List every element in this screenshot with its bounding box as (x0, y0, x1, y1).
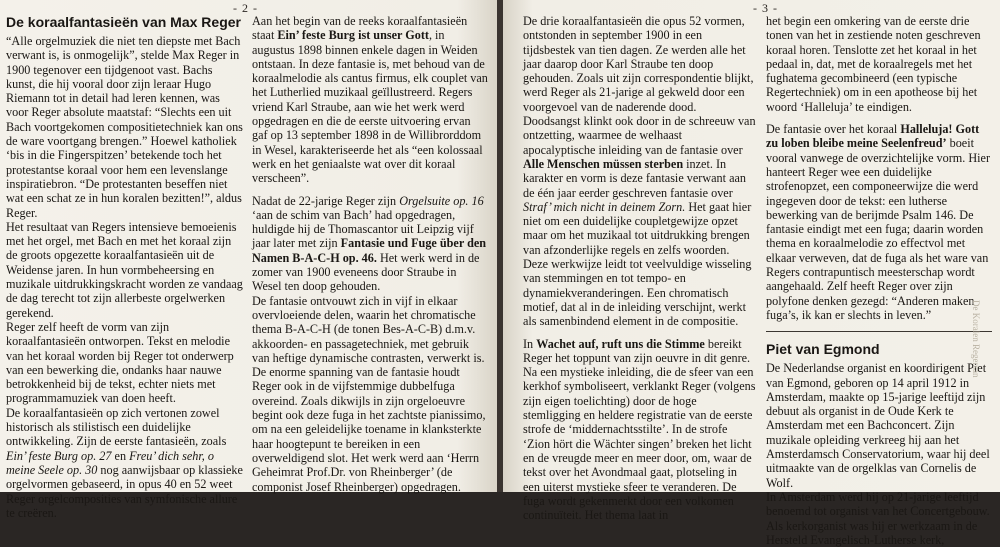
page-number-left: - 2 - (233, 1, 258, 15)
paragraph: De fantasie ontvouwt zich in vijf in elkaar overvloeiende delen, waarin het chromatische thema B-A-C-H (de tonen Bes-A-C-B) d.m.v. akkoorden- en passagetechniek, met gebruik van heftige dynamische contrasten, verwerkt is. (252, 293, 485, 365)
paragraph: In Amsterdam werd hij op 21-jarige leeftijd benoemd tot organist van het Concertgebouw. Als kerkorganist was hij er werkzaam in de Hersteld Evangelisch-Lutherse kerk, (766, 489, 990, 547)
paragraph: Reger zelf heeft de vorm van zijn koraalfantasieën ontworpen. Tekst en melodie van het koraal worden bij Reger tot onderwerp van een bewerking die, ondanks haar nauwe betrokkenheid bij de tekst, echter niets met programmamuziek van doen heeft. (6, 319, 234, 406)
paragraph: De fantasie over het koraal Halleluja! Gott zu loben bleibe meine Seelenfreud’ boeit vooral vanwege de overzichtelijke vorm. Hier hanteert Reger wee een duidelijke strofenopzet, een componeerwijze die werd ingegeven door de tekst: een lutherse bewerking van de berijmde Psalm 146. De fantasie eindigt met een fuga; daarin worden thema en koraalmelodie zo effectvol met elkaar verweven, dat de fuga als het ware van Regers contrapuntisch meesterschap wordt aangehaald. Zelf heeft Reger over zijn polyfone denken gezegd: “Anderen maken fuga’s, ik kan er slechts in leven.” (766, 122, 991, 322)
section-divider (766, 331, 992, 332)
paragraph: De koraalfantasieën op zich vertonen zowel historisch als stilistisch een duidelijke ontwikkeling. Zijn de eerste fantasieën, zoals Ein’ feste Burg op. 27 en Freu’ dich sehr, o meine Seele op. 30 nog aanwijsbaar op klassieke orgelvormen gebaseerd, in opus 40 en 52 weet Reger orgelcomposities van symfonische allure te creëren. (6, 405, 243, 520)
paragraph: In Wachet auf, ruft uns die Stimme bereikt Reger het toppunt van zijn oeuvre in dit genre. Na een mystieke inleiding, die de sfeer van een kerkhof symboliseert, verklankt Reger (volgens zijn eigen toelichting) door de hoge stemligging en heldere registratie van de eerste strofe de ‘middernachtsstilte’. In de strofe ‘Zion hört die Wächter singen’ breken het licht en de vreugde meer en meer door, om, waar de tekst over het Avondmaal gaat, plotseling in een uiterst mystieke sfeer te veranderen. De fuga wordt gekenmerkt door een volkomen continuïteit. Het thema laat in (523, 336, 756, 523)
column-1 (6, 14, 244, 520)
paragraph: Nadat de 22-jarige Reger zijn Orgelsuite op. 16 ‘aan de schim van Bach’ had opgedragen, huldigde hij de Thomascantor uit Leipzig vijf jaar later met zijn Fantasie und Fuge über den Namen B-A-C-H op. 46. Het werk werd in de zomer van 1900 eveneens door Straube in Wesel ten doop gehouden. (252, 193, 487, 294)
paragraph: Aan het begin van de reeks koraalfantasieën staat Ein’ feste Burg ist unser Gott, in augustus 1898 binnen enkele dagen in Weiden ontstaan. In deze fantasie is, met behoud van de koraalmelodie als cantus firmus, elk couplet van het Lutherlied muzikaal geïllustreerd. Regers vriend Karl Straube, aan wie het werk werd opgedragen en die de eerste uitvoering ervan gaf op 13 september 1898 in de Willibrorddom in Wesel, karakteriseerde het als “een kolossaal werk en het geniaalste wat over dit koraal verscheen”. (252, 14, 488, 186)
bleed-through-text: De Koralen Regersan (971, 300, 981, 378)
right-page (503, 0, 1000, 547)
paragraph: Het resultaat van Regers intensieve bemoeienis met het orgel, met Bach en met het koraal zijn de groots opgezette koraalfantasieën uit de Weidense jaren. In hun vormbeheersing en muzikale uitdrukkingskracht worden ze vandaag de dag terecht tot zijn allerbeste orgelwerken gerekend. (6, 219, 243, 320)
paragraph: De enorme spanning van de fantasie houdt Reger ook in de vijfstemmige dubbelfuga overeind. Zoals dikwijls in zijn orgeloeuvre begint ook deze fuga in het zachtste pianissimo, om na een geleidelijke toename in klanksterkte haar hoogtepunt te bereiken in een overweldigend slot. Het werk werd aan ‘Herrn Geheimrat Prof.Dr. von Rheinberger’ (de componist Josef Rheinberger) opgedragen. (252, 365, 486, 494)
paragraph: De Nederlandse organist en koordirigent Piet van Egmond, geboren op 14 april 1912 in Amsterdam, maakte op 15-jarige leeftijd zijn debuut als organist in de Oude Kerk te Amsterdam met een Bachconcert. Zijn muzikale opleiding verkreeg hij aan het Amsterdamsch Conservatorium, waar hij deel uitmaakte van de orgelklas van Cornelis de Wolf. (766, 361, 990, 490)
paragraph: De drie koraalfantasieën die opus 52 vormen, ontstonden in september 1900 in een tijdsbestek van tien dagen. Ze werden alle het jaar daarop door Karl Straube ten doop gehouden. Zoals uit zijn correspondentie blijkt, werd Reger als 21-jarige al gekweld door een voorgevoel van de naderende dood. Doodsangst klinkt ook door in de schreeuw van ontzetting, waarmee de welhaast apocalyptische inleiding van de fantasie over Alle Menschen müssen sterben inzet. In karakter en vorm is deze fantasie verwant aan de één jaar eerder geschreven fantasie over Straf’ mich nicht in deinem Zorn. Het gaat hier niet om een duidelijke coupletgewijze opzet maar om het muzikaal tot uitdrukking brengen van afzonderlijke regels en zelfs woorden. Deze werkwijze leidt tot veelvuldige wisseling van stemmingen en tot tempo- en dynamiekveranderingen. Een chromatisch motief, dat al in de inleiding verschijnt, werkt als samenbindend element in de compositie. (523, 14, 756, 329)
article-title: De koraalfantasieën van Max Reger (6, 14, 241, 30)
page-number-right: - 3 - (753, 1, 778, 15)
left-page (0, 0, 497, 520)
paragraph: het begin een omkering van de eerste drie tonen van het in zestiende noten geschreven koraal horen. Tenslotte zet het koraal in het pedaal in, dat, met de koraalregels met het fughatema gecombineerd (een typische Regertechniek) om in een apotheose bij het woord ‘Halleluja’ te eindigen. (766, 14, 981, 114)
column-2 (252, 14, 488, 492)
paragraph: “Alle orgelmuziek die niet ten diepste met Bach verwant is, is onmogelijk”, stelde Max Reger in 1900 tegenover een tijdgenoot vast. Bachs kunst, die hij vooral door zijn leraar Hugo Riemann tot in detail had leren kennen, was voor Reger absolute maatstaf: “Slechts een uit Bach voortgekomen compositietechniek kan ons de ware voortgang brengen.” Hoewel katholiek ‘bis in die Fingerspitzen’ betekende toch het protestantse koraal voor hem een levenslange inspiratiebron. “De protestanten beseffen niet wat een schat ze in hun koralen bezitten!”, aldus Reger. (6, 34, 243, 220)
section-title: Piet van Egmond (766, 341, 880, 358)
column-3 (523, 14, 756, 523)
column-4 (766, 14, 992, 547)
